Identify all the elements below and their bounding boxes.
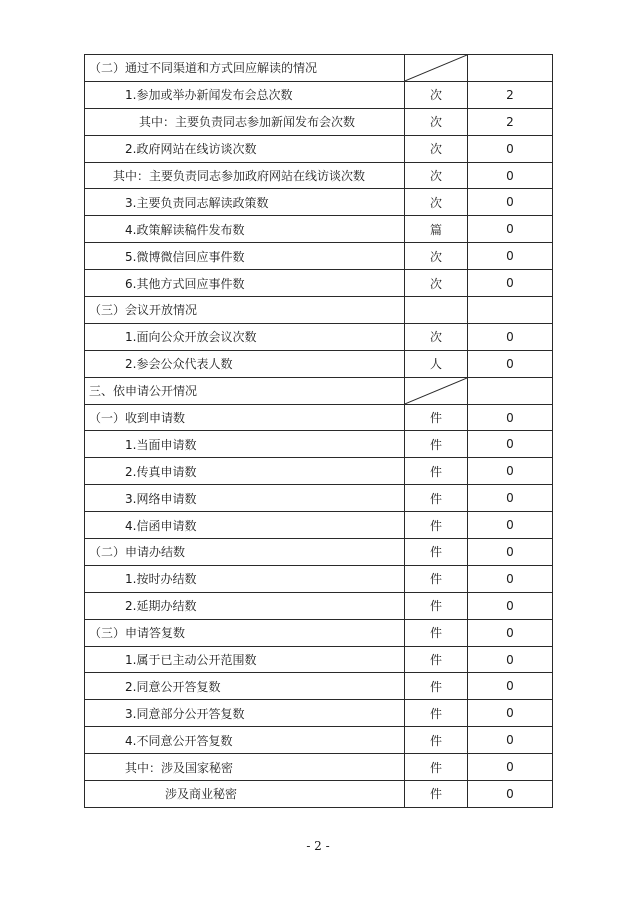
table-row	[85, 162, 553, 189]
row-unit: 次	[405, 108, 468, 135]
table-row	[85, 243, 553, 270]
row-label: 1.按时办结数	[125, 572, 197, 587]
row-unit: 件	[405, 404, 468, 431]
row-unit: 篇	[405, 216, 468, 243]
table-row	[85, 135, 553, 162]
row-value: 0	[468, 700, 553, 727]
row-label-cell	[85, 754, 405, 781]
row-unit: 次	[405, 81, 468, 108]
row-label: 1.参加或举办新闻发布会总次数	[125, 88, 293, 103]
row-label-cell	[85, 673, 405, 700]
row-unit: 件	[405, 512, 468, 539]
row-value: 0	[468, 189, 553, 216]
row-label: 其中：主要负责同志参加新闻发布会次数	[139, 115, 356, 130]
diagonal-cell	[405, 55, 468, 82]
row-label: 3.网络申请数	[125, 491, 197, 506]
table-body	[85, 55, 553, 808]
row-unit: 人	[405, 350, 468, 377]
row-unit: 件	[405, 727, 468, 754]
table-row	[85, 108, 553, 135]
statistics-table-container	[84, 54, 552, 808]
row-value: 0	[468, 458, 553, 485]
row-label: 4.信函申请数	[125, 518, 197, 533]
row-label: 3.主要负责同志解读政策数	[125, 195, 269, 210]
row-unit: 件	[405, 458, 468, 485]
row-value: 2	[468, 81, 553, 108]
row-unit: 次	[405, 135, 468, 162]
row-value: 0	[468, 781, 553, 808]
row-label-cell	[85, 700, 405, 727]
row-label-cell	[85, 592, 405, 619]
row-label-cell	[85, 350, 405, 377]
row-unit	[405, 297, 468, 324]
row-value: 0	[468, 512, 553, 539]
table-row	[85, 485, 553, 512]
table-row	[85, 539, 553, 566]
row-label-cell	[85, 565, 405, 592]
row-unit: 次	[405, 189, 468, 216]
row-unit: 件	[405, 565, 468, 592]
row-label: （一）收到申请数	[89, 411, 186, 426]
row-value	[468, 297, 553, 324]
row-unit: 件	[405, 619, 468, 646]
row-unit: 件	[405, 431, 468, 458]
row-label-cell	[85, 458, 405, 485]
table-row	[85, 404, 553, 431]
row-unit: 件	[405, 485, 468, 512]
row-value: 0	[468, 646, 553, 673]
row-label: 1.面向公众开放会议次数	[125, 330, 257, 345]
row-label-cell	[85, 81, 405, 108]
table-row	[85, 81, 553, 108]
page-number: - 2 -	[306, 839, 330, 853]
table-row	[85, 431, 553, 458]
row-unit: 次	[405, 243, 468, 270]
row-value: 0	[468, 592, 553, 619]
row-label-cell	[85, 485, 405, 512]
row-label-cell	[85, 539, 405, 566]
row-label-cell	[85, 619, 405, 646]
table-row	[85, 55, 553, 82]
row-label: 5.微博微信回应事件数	[125, 249, 245, 264]
table-row	[85, 458, 553, 485]
table-row	[85, 189, 553, 216]
row-label-cell	[85, 512, 405, 539]
row-unit: 件	[405, 673, 468, 700]
table-row	[85, 350, 553, 377]
diagonal-line	[405, 378, 467, 404]
row-unit: 件	[405, 700, 468, 727]
row-label: 1.属于已主动公开范围数	[125, 653, 257, 668]
row-label-cell	[85, 108, 405, 135]
row-unit: 件	[405, 592, 468, 619]
table-row	[85, 673, 553, 700]
row-label: （三）会议开放情况	[89, 303, 198, 318]
row-value: 0	[468, 404, 553, 431]
row-label: 6.其他方式回应事件数	[125, 276, 245, 291]
diagonal-line	[405, 55, 467, 81]
row-label: 1.当面申请数	[125, 437, 197, 452]
row-label: 其中：主要负责同志参加政府网站在线访谈次数	[113, 169, 366, 183]
row-unit: 件	[405, 781, 468, 808]
row-label: 2.同意公开答复数	[125, 679, 221, 694]
row-value: 0	[468, 270, 553, 297]
row-value: 0	[468, 539, 553, 566]
row-value: 0	[468, 565, 553, 592]
row-label-cell	[85, 646, 405, 673]
row-label: （二）申请办结数	[89, 545, 186, 560]
table-row	[85, 619, 553, 646]
row-unit: 次	[405, 270, 468, 297]
table-row	[85, 565, 553, 592]
row-label-cell	[85, 55, 405, 82]
row-label: 其中：涉及国家秘密	[125, 760, 234, 775]
row-unit: 件	[405, 539, 468, 566]
row-label-cell	[85, 404, 405, 431]
table-row	[85, 781, 553, 808]
row-label: 2.参会公众代表人数	[125, 357, 233, 372]
table-row	[85, 646, 553, 673]
table-row	[85, 592, 553, 619]
row-label-cell	[85, 135, 405, 162]
row-label: （三）申请答复数	[89, 626, 186, 641]
table-row	[85, 754, 553, 781]
row-value: 0	[468, 323, 553, 350]
row-label: 4.不同意公开答复数	[125, 733, 233, 748]
row-label: 涉及商业秘密	[165, 787, 238, 802]
table-row	[85, 323, 553, 350]
statistics-table	[84, 54, 553, 808]
table-row	[85, 297, 553, 324]
row-label-cell	[85, 297, 405, 324]
row-label-cell	[85, 377, 405, 404]
table-row	[85, 377, 553, 404]
diagonal-cell	[405, 377, 468, 404]
row-value: 0	[468, 216, 553, 243]
row-unit: 件	[405, 754, 468, 781]
row-value: 0	[468, 162, 553, 189]
row-label: 3.同意部分公开答复数	[125, 706, 245, 721]
row-label-cell	[85, 323, 405, 350]
row-label: 2.传真申请数	[125, 464, 197, 479]
row-label-cell	[85, 270, 405, 297]
row-label-cell	[85, 216, 405, 243]
row-label-cell	[85, 781, 405, 808]
row-value: 0	[468, 431, 553, 458]
table-row	[85, 216, 553, 243]
row-unit: 次	[405, 162, 468, 189]
row-value: 0	[468, 243, 553, 270]
row-label-cell	[85, 431, 405, 458]
row-value: 2	[468, 108, 553, 135]
row-value	[468, 377, 553, 404]
row-label-cell	[85, 243, 405, 270]
row-label: 4.政策解读稿件发布数	[125, 222, 245, 237]
row-label-cell	[85, 162, 405, 189]
row-value: 0	[468, 350, 553, 377]
row-label: 2.延期办结数	[125, 599, 197, 614]
table-row	[85, 512, 553, 539]
row-label: （二）通过不同渠道和方式回应解读的情况	[89, 61, 318, 76]
row-value: 0	[468, 485, 553, 512]
row-unit: 次	[405, 323, 468, 350]
row-label-cell	[85, 189, 405, 216]
table-row	[85, 700, 553, 727]
row-value: 0	[468, 754, 553, 781]
row-value: 0	[468, 619, 553, 646]
row-unit: 件	[405, 646, 468, 673]
table-row	[85, 727, 553, 754]
row-value: 0	[468, 673, 553, 700]
table-row	[85, 270, 553, 297]
row-label: 三、依申请公开情况	[89, 384, 198, 399]
row-value: 0	[468, 135, 553, 162]
row-label-cell	[85, 727, 405, 754]
row-label: 2.政府网站在线访谈次数	[125, 142, 257, 157]
row-value: 0	[468, 727, 553, 754]
row-value	[468, 55, 553, 82]
